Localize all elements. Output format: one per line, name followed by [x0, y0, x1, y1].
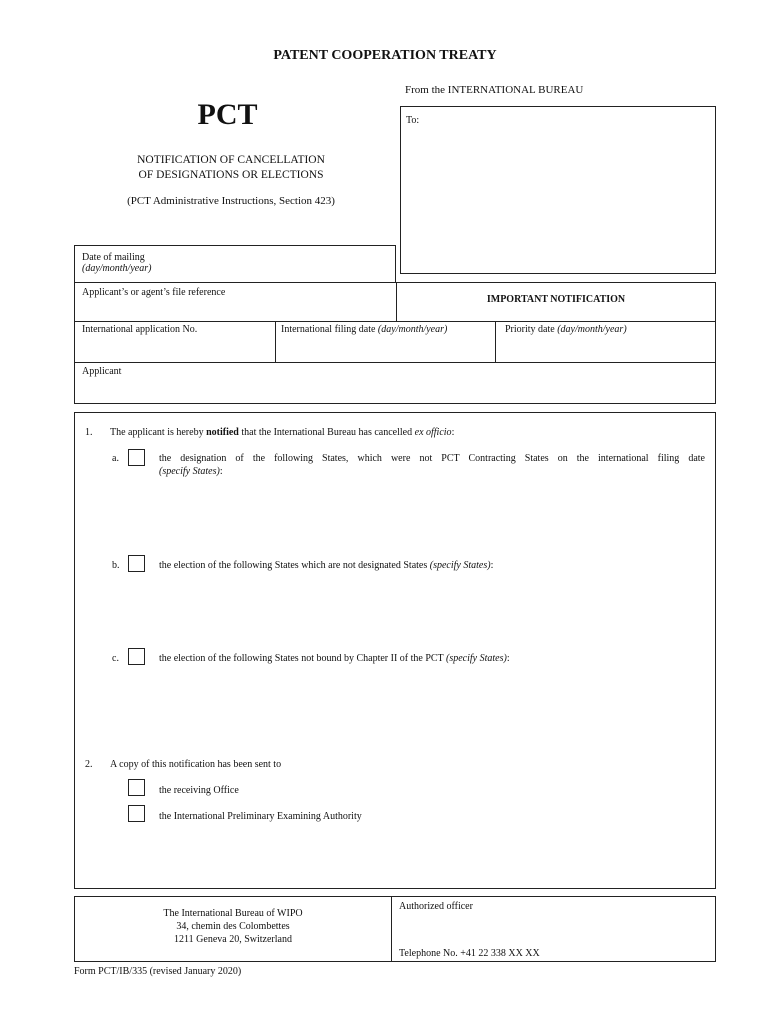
treaty-title: PATENT COOPERATION TREATY	[273, 48, 497, 63]
item-b-text: the election of the following States which are not designated States (specify States):	[159, 560, 494, 571]
item-a-letter: a.	[112, 453, 119, 464]
notification-title-line2: OF DESIGNATIONS OR ELECTIONS	[138, 169, 324, 181]
addressee-box[interactable]	[400, 106, 716, 274]
pct-logo: PCT	[197, 98, 258, 131]
address-line-1: The International Bureau of WIPO	[163, 908, 303, 919]
receiving-office-checkbox[interactable]	[128, 779, 145, 796]
date-of-mailing-hint: (day/month/year)	[82, 263, 152, 274]
notification-title-line1: NOTIFICATION OF CANCELLATION	[137, 154, 325, 166]
section-1-number: 1.	[85, 427, 93, 438]
application-row	[74, 321, 716, 363]
footer-box	[74, 896, 716, 962]
notification-title	[0, 153, 462, 183]
item-a-text: the designation of the following States, which were not PCT Contracting States on the international filing date	[159, 453, 705, 464]
international-application-label: International application No.	[82, 324, 198, 335]
item-b-letter: b.	[112, 560, 120, 571]
file-reference-row	[74, 282, 716, 322]
address-line-3: 1211 Geneva 20, Switzerland	[174, 934, 292, 945]
from-label: From the INTERNATIONAL BUREAU	[405, 84, 584, 96]
international-filing-date-label: International filing date (day/month/year)	[281, 324, 448, 335]
divider	[391, 897, 392, 961]
section-2-intro: A copy of this notification has been sent to	[110, 759, 282, 770]
date-of-mailing-field[interactable]	[74, 245, 396, 283]
file-reference-label: Applicant’s or agent’s file reference	[82, 287, 226, 298]
item-a-checkbox[interactable]	[128, 449, 145, 466]
section-1-intro: The applicant is hereby notified that the International Bureau has cancelled ex officio:	[110, 427, 455, 438]
notification-body	[74, 412, 716, 889]
priority-date-label: Priority date (day/month/year)	[505, 324, 627, 335]
item-c-checkbox[interactable]	[128, 648, 145, 665]
authorized-officer-label: Authorized officer	[399, 901, 473, 912]
applicant-field[interactable]	[74, 362, 716, 404]
to-label: To:	[406, 115, 420, 126]
item-c-letter: c.	[112, 653, 119, 664]
form-identifier: Form PCT/IB/335 (revised January 2020)	[74, 966, 242, 977]
telephone-number: Telephone No. +41 22 338 XX XX	[399, 948, 540, 959]
wipo-address	[75, 907, 391, 946]
divider	[495, 322, 496, 362]
instructions-reference: (PCT Administrative Instructions, Section 423)	[127, 195, 335, 207]
divider	[275, 322, 276, 362]
date-of-mailing-label: Date of mailing	[82, 252, 145, 263]
item-a-text-line2: (specify States):	[159, 466, 223, 477]
ipea-label: the International Preliminary Examining Authority	[159, 811, 362, 822]
item-c-text: the election of the following States not bound by Chapter II of the PCT (specify States):	[159, 653, 510, 664]
address-line-2: 34, chemin des Colombettes	[176, 921, 290, 932]
applicant-label: Applicant	[82, 366, 122, 377]
item-b-checkbox[interactable]	[128, 555, 145, 572]
section-2-number: 2.	[85, 759, 93, 770]
receiving-office-label: the receiving Office	[159, 785, 239, 796]
ipea-checkbox[interactable]	[128, 805, 145, 822]
important-notification: IMPORTANT NOTIFICATION	[486, 294, 626, 305]
